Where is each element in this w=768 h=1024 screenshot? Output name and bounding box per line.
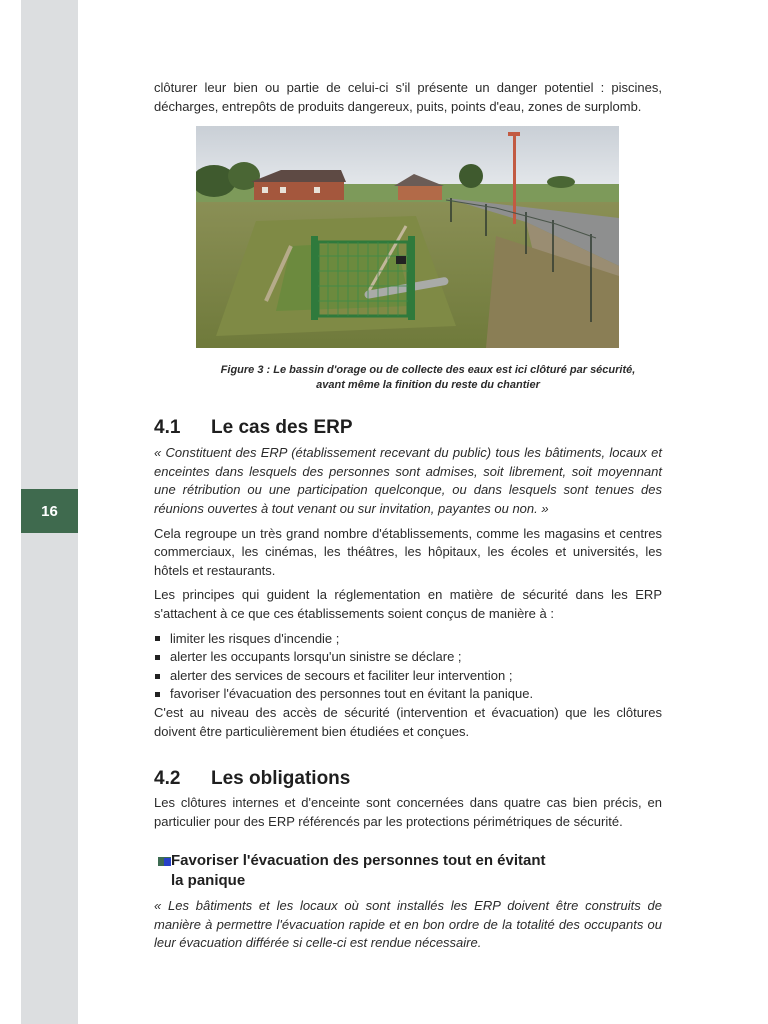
subheading-evacuation — [154, 851, 662, 891]
figure-photo — [196, 126, 619, 348]
intro-paragraph: clôturer leur bien ou partie de celui-ci s'il présente un danger potentiel : piscines, décharges, entrepôts de produits dangereux, puits, points d'eau, zones de surplomb. — [154, 80, 662, 114]
bullet-square-icon — [155, 655, 160, 660]
erp-examples-paragraph: Cela regroupe un très grand nombre d'établissements, comme les magasins et centres commerciaux, les cinémas, les théâtres, les hôpitaux, les écoles et universités, les hôtels et restaurants. — [154, 525, 662, 578]
page-content — [154, 79, 662, 953]
figure-caption-line-2: avant même la finition du reste du chantier — [316, 379, 540, 392]
section-heading-4-1 — [154, 416, 662, 440]
erp-principles-paragraph: Les principes qui guident la réglementation en matière de sécurité dans les ERP s'attachent à ce que ces établissements soient conçus de manière à : — [154, 587, 662, 621]
list-item: alerter les occupants lorsqu'un sinistre se déclare ; — [154, 648, 662, 667]
figure-caption-line-1: Figure 3 : Le bassin d'orage ou de collecte des eaux est ici clôturé par sécurité, — [220, 364, 636, 377]
list-item: limiter les risques d'incendie ; — [154, 630, 662, 649]
bullet-square-icon — [155, 674, 160, 679]
section-number: 4.2 — [154, 768, 181, 790]
evacuation-quote: « Les bâtiments et les locaux où sont installés les ERP doivent être construits de manière à permettre l'évacuation rapide et en bon ordre de la totalité des occupants ou leur évacuation différée si celle-ci est rendue nécessaire. — [154, 898, 662, 951]
subheading-marker-icon — [158, 857, 171, 866]
bullet-square-icon — [155, 636, 160, 641]
section-number: 4.1 — [154, 417, 181, 439]
section-heading-4-2 — [154, 767, 662, 791]
bullet-square-icon — [155, 692, 160, 697]
subheading-line-1: Favoriser l'évacuation des personnes tout en évitant — [171, 852, 546, 870]
section-title: Les obligations — [211, 768, 351, 790]
obligations-paragraph: Les clôtures internes et d'enceinte sont concernées dans quatre cas bien précis, en particulier pour des ERP référencés par les protections périmétriques de sécurité. — [154, 795, 662, 829]
principles-list — [154, 630, 662, 704]
erp-definition-quote: « Constituent des ERP (établissement recevant du public) tous les bâtiments, locaux et enceintes dans lesquels des personnes sont admises, soit librement, soit moyennant une rétribution ou une participation quelconque, ou dans lesquels sont tenues des réunions ouvertes à tout venant ou sur invitation, payantes ou non. » — [154, 445, 662, 516]
list-item: favoriser l'évacuation des personnes tout en évitant la panique. — [154, 685, 662, 704]
security-access-paragraph: C'est au niveau des accès de sécurité (intervention et évacuation) que les clôtures doivent être particulièrement bien étudiées et conçues. — [154, 704, 662, 739]
section-title: Le cas des ERP — [211, 417, 353, 439]
subheading-line-2: la panique — [171, 872, 246, 890]
figure-caption — [154, 363, 662, 393]
fenced-basin-photo — [196, 126, 619, 348]
list-item: alerter des services de secours et faciliter leur intervention ; — [154, 667, 662, 686]
page-number-tab: 16 — [21, 489, 78, 533]
